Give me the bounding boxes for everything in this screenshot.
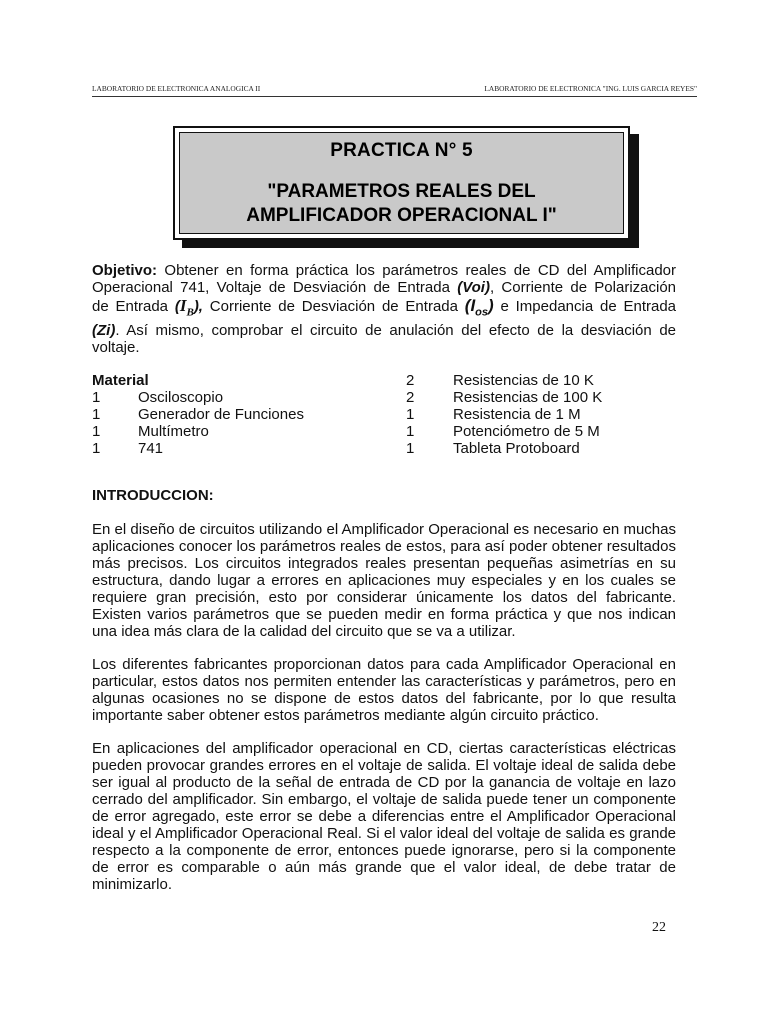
material-row — [92, 440, 676, 457]
material-row — [92, 389, 676, 406]
ib-close: ), — [193, 298, 203, 315]
practice-title-line-2: AMPLIFICADOR OPERACIONAL I" — [246, 205, 557, 226]
material-item-right: Resistencia de 1 M — [453, 406, 581, 423]
ib-open: ( — [174, 298, 180, 315]
objective-text-4: . Así mismo, comprobar el circuito de anulación del efecto de la desviación de — [115, 322, 676, 340]
material-item-right: Tableta Protoboard — [453, 440, 580, 457]
material-list — [92, 372, 676, 457]
material-row — [92, 423, 676, 440]
intro-paragraph-3: En aplicaciones del amplificador operacional en CD, ciertas características eléctricas pueden provocar grandes errores en el voltaje de salida. El voltaje ideal de salida debe ser igual al producto de la señal de entrada de CD por la ganancia de voltaje en lazo cerrado del amplificador. Sin embargo, el voltaje de salida puede tener un componente de error agregado, este error se debe a diferencias entre el Amplificador Operacional ideal y el Amplificador Operacional Real. Si el valor ideal del voltaje de salida es grande respecto a la componente de error, entonces puede ignorarse, pero si la componente de error es comparable o aún más grande que el valor ideal, de debe tratar de minimizarlo. — [92, 740, 676, 893]
practice-title-line-1: "PARAMETROS REALES DEL — [267, 181, 536, 202]
material-item-right: Potenciómetro de 5 M — [453, 423, 600, 440]
material-qty-left: 1 — [92, 440, 101, 457]
zi-symbol: (Zi) — [92, 322, 116, 340]
objective-label: Objetivo: — [92, 262, 158, 279]
objective-text-1: Obtener en forma práctica los parámetros reales de CD del Amplificador — [164, 262, 676, 279]
ios-close: ) — [488, 296, 494, 315]
header-right-text: LABORATORIO DE ELECTRONICA "ING. LUIS GARCIA REYES" — [484, 84, 697, 93]
ib-subscript: B — [186, 306, 194, 319]
practice-number: PRACTICA N° 5 — [330, 140, 473, 161]
material-row — [92, 372, 676, 389]
objective-line-5: voltaje. — [92, 339, 140, 357]
material-item-left: Generador de Funciones — [138, 406, 304, 423]
material-row — [92, 406, 676, 423]
material-item-left: Osciloscopio — [138, 389, 224, 406]
header-rule — [92, 96, 697, 97]
practice-title — [180, 180, 623, 228]
material-heading: Material — [92, 372, 149, 389]
intro-paragraph-2: Los diferentes fabricantes proporcionan datos para cada Amplificador Operacional en particular, estos datos nos permiten entender las características y parámetros, pero en algunas ocasiones no se dispone de estos datos del fabricante, por lo que resulta importante saber obtener estos parámetros mediante algún circuito práctico. — [92, 656, 676, 724]
objective-text-3b: Corriente de Desviación de Entrada — [209, 298, 458, 315]
objective-text-2a: Operacional 741, Voltaje de Desviación de Entrada — [92, 279, 450, 296]
objective-paragraph — [92, 262, 676, 356]
voi-symbol: (Voi) — [457, 279, 490, 296]
ib-symbol — [174, 296, 203, 319]
title-box-inner — [179, 132, 624, 234]
material-qty-right: 2 — [406, 372, 415, 389]
objective-line-2 — [92, 279, 676, 296]
ios-symbol — [464, 296, 494, 319]
material-item-right: Resistencias de 100 K — [453, 389, 603, 406]
material-item-left: Multímetro — [138, 423, 209, 440]
ib-i: I — [179, 296, 187, 315]
intro-heading: INTRODUCCION: — [92, 487, 214, 504]
material-qty-left: 1 — [92, 423, 101, 440]
material-item-left: 741 — [138, 440, 164, 457]
objective-text-3c: e Impedancia de Entrada — [500, 298, 677, 315]
material-qty-left: 1 — [92, 389, 101, 406]
page-number: 22 — [652, 920, 666, 935]
ios-open: (I — [464, 296, 476, 315]
material-qty-right: 1 — [406, 440, 415, 457]
intro-paragraph-1: En el diseño de circuitos utilizando el Amplificador Operacional es necesario en muchas aplicaciones conocer los parámetros reales de estos, para así poder obtener resultados más precisos. Los circuitos integrados reales presentan pequeñas asimetrías en su estructura, dando lugar a errores en aplicaciones muy especiales y en los cuales se requiere gran precisión, esto por considerar únicamente los datos del fabricante. Existen varios parámetros que se pueden medir en forma práctica y que nos indican una idea más clara de la calidad del circuito que se va a utilizar. — [92, 521, 676, 640]
material-item-right: Resistencias de 10 K — [453, 372, 594, 389]
ios-subscript: os — [475, 306, 489, 319]
objective-line-4 — [92, 322, 676, 339]
objective-text-2b: , Corriente de Polarización — [489, 279, 677, 296]
material-qty-right: 1 — [406, 423, 415, 440]
ib-letter — [179, 296, 194, 319]
header-left-text: LABORATORIO DE ELECTRONICA ANALOGICA II — [92, 84, 261, 93]
objective-line-3 — [92, 296, 676, 322]
material-qty-left: 1 — [92, 406, 101, 423]
title-box — [173, 126, 630, 240]
material-qty-right: 1 — [406, 406, 415, 423]
material-qty-right: 2 — [406, 389, 415, 406]
objective-text-3a: de Entrada — [92, 298, 169, 315]
objective-line-1 — [92, 262, 676, 279]
